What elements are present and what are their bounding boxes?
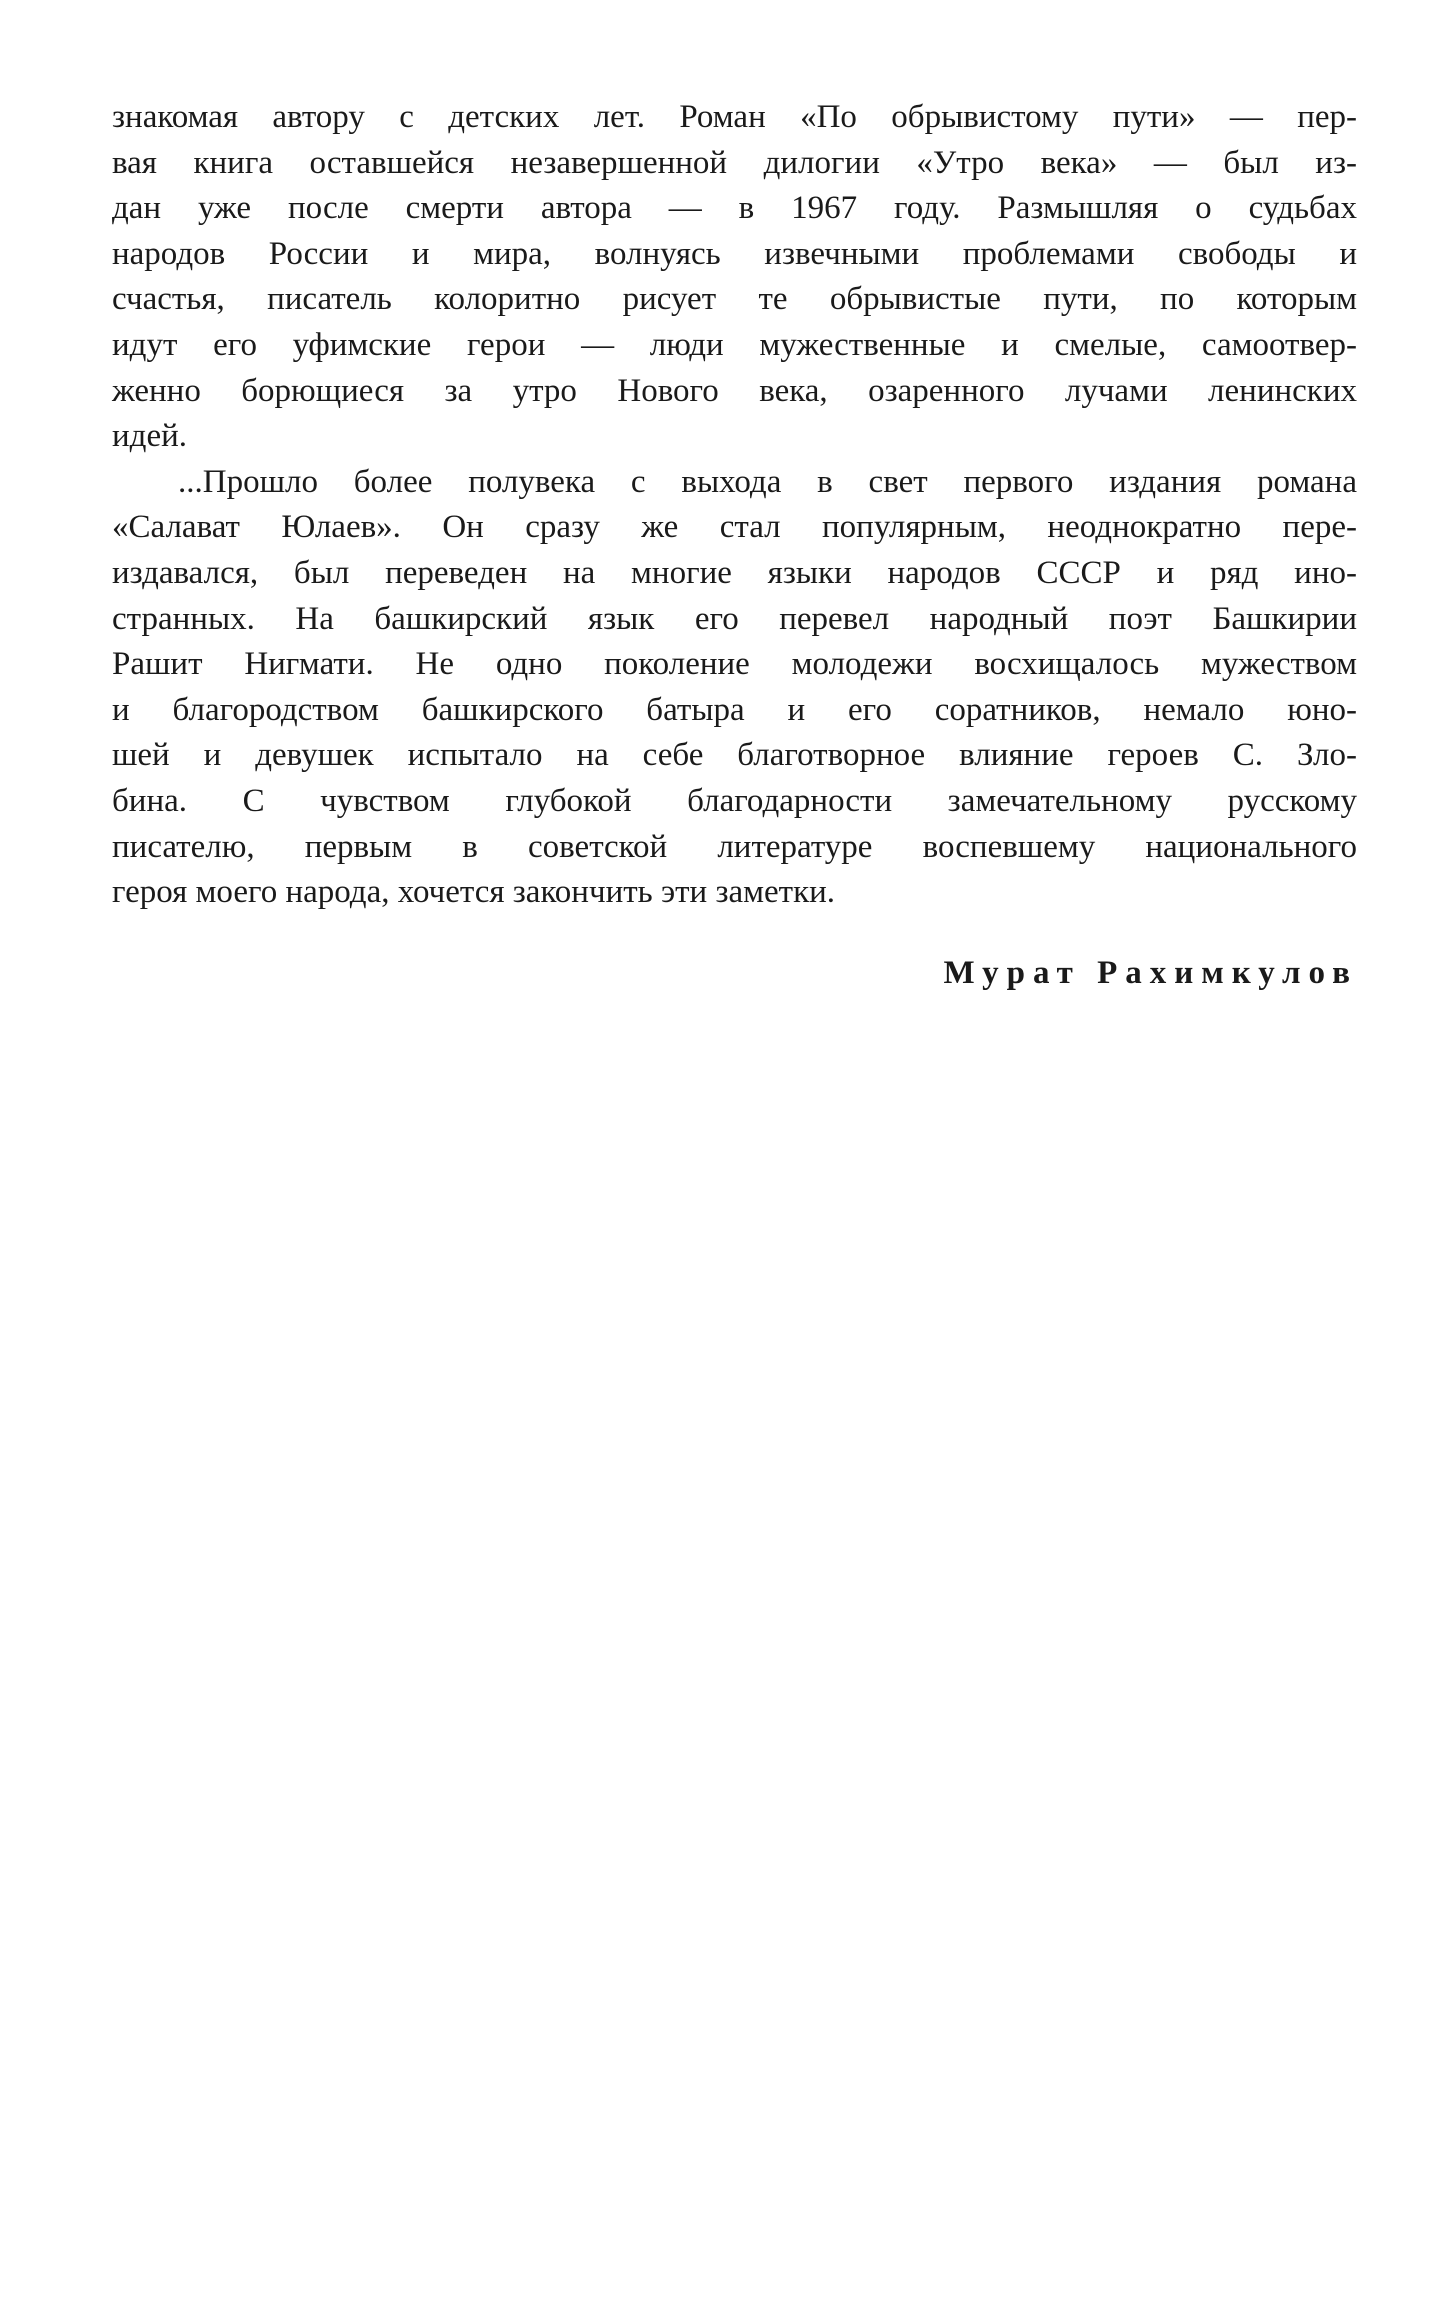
text-line: дан уже после смерти автора — в 1967 году. Размышляя о судьбах (112, 190, 1357, 227)
text-line: идут его уфимские герои — люди мужественные и смелые, самоотвер- (112, 326, 1357, 363)
text-line: вая книга оставшейся незавершенной дилогии «Утро века» — был из- (112, 144, 1357, 181)
text-line: издавался, был переведен на многие языки народов СССР и ряд ино- (112, 554, 1357, 591)
text-line: Рашит Нигмати. Не одно поколение молодежи восхищалось мужеством (112, 646, 1357, 683)
text-line: бина. С чувством глубокой благодарности замечательному русскому (112, 782, 1357, 819)
text-line: счастья, писатель колоритно рисует те обрывистые пути, по которым (112, 281, 1357, 318)
text-line: знакомая автору с детских лет. Роман «По обрывистому пути» — пер- (112, 99, 1357, 135)
text-line: ...Прошло более полувека с выхода в свет первого издания романа (178, 463, 1357, 500)
text-line: идей. (112, 418, 188, 455)
author-signature: Мурат Рахимкулов (943, 955, 1358, 991)
text-line: героя моего народа, хочется закончить эти заметки. (112, 874, 836, 911)
text-line: женно борющиеся за утро Нового века, озаренного лучами ленинских (112, 372, 1357, 409)
text-line: «Салават Юлаев». Он сразу же стал популярным, неоднократно пере- (112, 509, 1357, 546)
text-line: и благородством башкирского батыра и его соратников, немало юно- (112, 691, 1357, 728)
text-line: странных. На башкирский язык его перевел народный поэт Башкирии (112, 600, 1357, 637)
body-text (112, 95, 1357, 916)
text-line: писателю, первым в советской литературе воспевшему национального (112, 828, 1357, 865)
text-line: шей и девушек испытало на себе благотворное влияние героев С. Зло- (112, 737, 1357, 774)
text-line: народов России и мира, волнуясь извечными проблемами свободы и (112, 235, 1357, 272)
